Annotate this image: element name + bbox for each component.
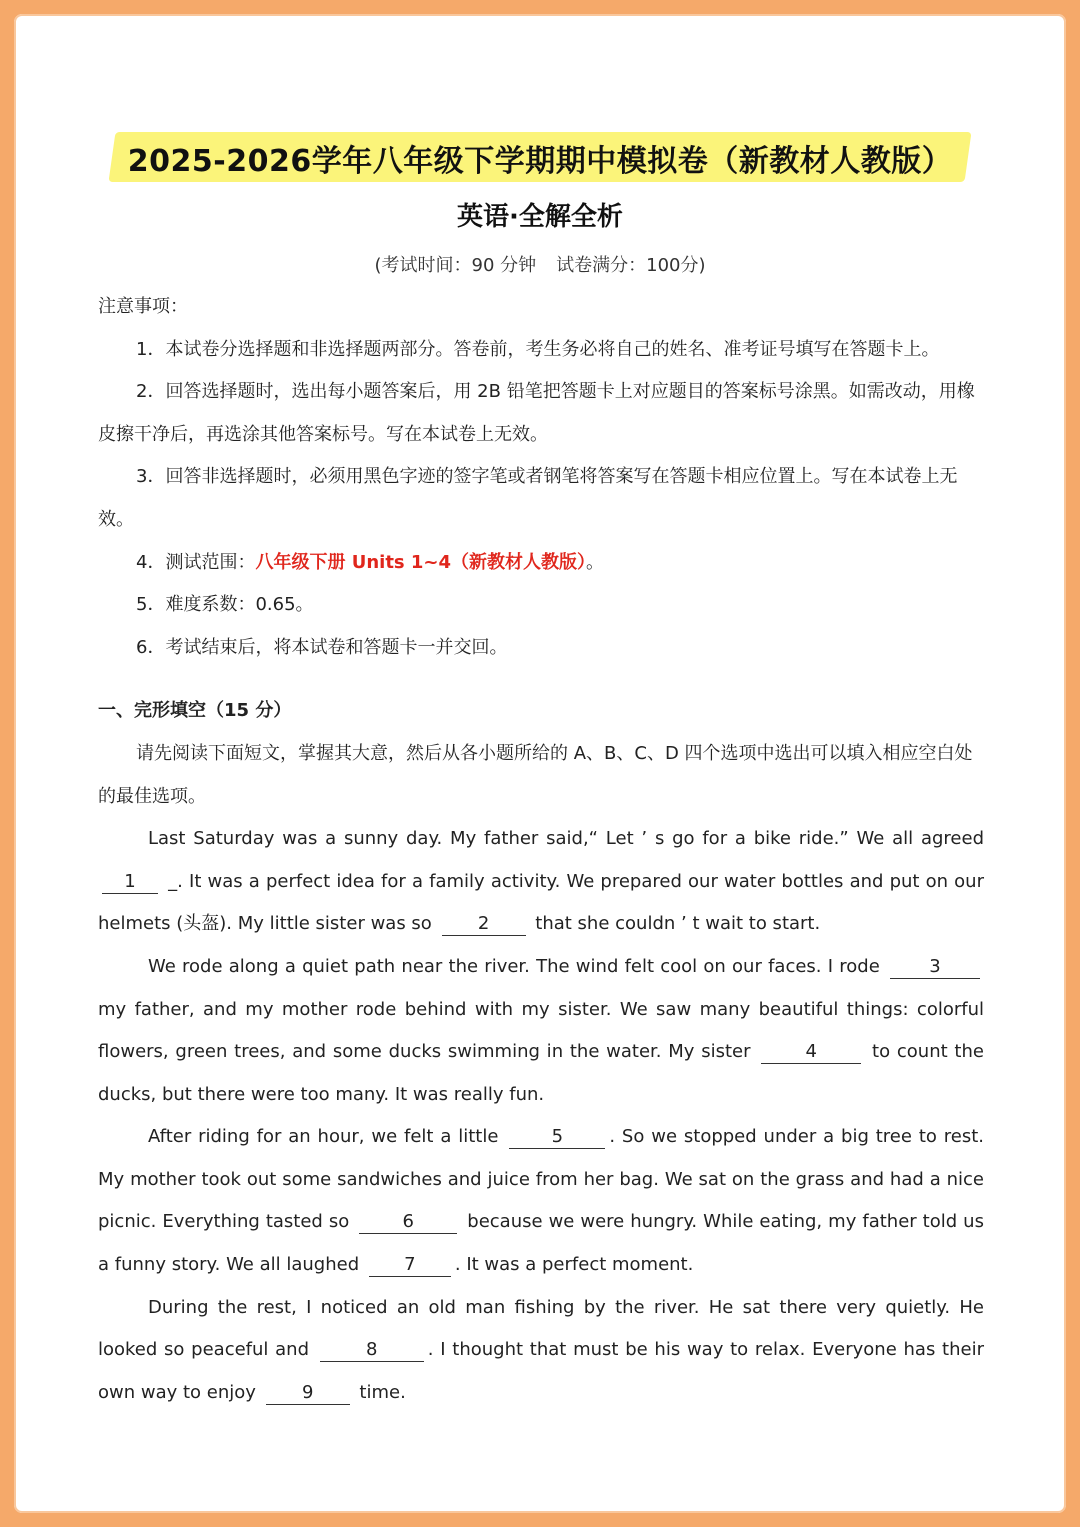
notice-item-4-prefix: 4．测试范围：	[136, 551, 256, 573]
passage-text: We rode along a quiet path near the river. The wind felt cool on our faces. I rode	[148, 955, 880, 977]
notice-heading: 注意事项：	[98, 296, 188, 317]
passage-text: After riding for an hour, we felt a little	[148, 1126, 499, 1148]
passage-paragraph-3	[98, 1116, 984, 1286]
passage-paragraph-4	[98, 1287, 984, 1415]
test-scope: 八年级下册 Units 1~4（新教材人教版）	[255, 551, 587, 573]
passage-text: because we were hungry. While eating, my father told us a funny story. We all laughed	[98, 1211, 984, 1276]
passage-text: During the rest, I noticed an old man fishing by the river. He sat there very quietly. He looked so peaceful and	[98, 1296, 984, 1361]
exam-meta	[0, 251, 1080, 277]
blank-9: 9	[266, 1382, 350, 1405]
blank-1: 1	[102, 871, 158, 894]
passage-text: . So we stopped under a big tree to rest. My mother took out some sandwiches and juice from her bag. We sat on the grass and had a nice picnic. Everything tasted so	[98, 1126, 984, 1233]
passage-text: _. It was a perfect idea for a family activity. We prepared our water bottles and put on our helmets (头盔). My little sister was so	[98, 870, 984, 935]
passage-text: . It was a perfect moment.	[454, 1254, 694, 1276]
notice-item-1: 1．本试卷分选择题和非选择题两部分。答卷前，考生务必将自己的姓名、准考证号填写在答题卡上。	[136, 338, 940, 360]
notice-item-6: 6．考试结束后，将本试卷和答题卡一并交回。	[136, 636, 508, 658]
blank-3: 3	[890, 956, 980, 979]
full-score: 试卷满分：100分)	[556, 255, 706, 276]
blank-6: 6	[359, 1211, 457, 1234]
passage-text: to count the ducks, but there were too many. It was really fun.	[98, 1041, 984, 1105]
blank-5: 5	[509, 1126, 605, 1149]
passage-paragraph-2	[98, 946, 984, 1116]
notice-item-3: 3．回答非选择题时，必须用黑色字迹的签字笔或者钢笔将答案写在答题卡相应位置上。写在本试卷上无效。	[98, 466, 958, 530]
blank-4: 4	[761, 1041, 861, 1064]
notice-item-4	[98, 542, 984, 585]
blank-8: 8	[320, 1339, 424, 1362]
title-block	[112, 128, 968, 184]
passage-text: time.	[359, 1381, 406, 1403]
notice-item-2: 2．回答选择题时，选出每小题答案后，用 2B 铅笔把答题卡上对应题目的答案标号涂黑。如需改动，用橡皮擦干净后，再选涂其他答案标号。写在本试卷上无效。	[98, 381, 975, 445]
passage-text: that she couldn ’ t wait to start.	[535, 913, 821, 935]
page-title: 2025-2026学年八年级下学期期中模拟卷（新教材人教版）	[127, 144, 953, 179]
passage-text: Last Saturday was a sunny day. My father said,“ Let ’ s go for a bike ride.” We all agreed	[148, 828, 984, 850]
blank-7: 7	[369, 1254, 451, 1277]
page-subtitle: 英语·全解全析	[457, 202, 623, 232]
exam-time: (考试时间：90 分钟	[374, 255, 537, 276]
blank-2: 2	[442, 913, 526, 936]
passage-text: my father, and my mother rode behind with my sister. We saw many beautiful things: colorful flowers, green trees, and some ducks swimming in the water. My sister	[98, 998, 984, 1063]
notice-item-4-suffix: 。	[586, 551, 605, 573]
passage-text: . I thought that must be his way to relax. Everyone has their own way to enjoy	[98, 1339, 984, 1403]
section-heading: 一、完形填空（15 分）	[98, 700, 292, 722]
passage-paragraph-1	[98, 818, 984, 946]
document-body	[98, 286, 984, 1414]
notice-item-5: 5．难度系数：0.65。	[136, 594, 314, 616]
section-instruction: 请先阅读下面短文，掌握其大意，然后从各小题所给的 A、B、C、D 四个选项中选出可以填入相应空白处的最佳选项。	[98, 742, 973, 807]
